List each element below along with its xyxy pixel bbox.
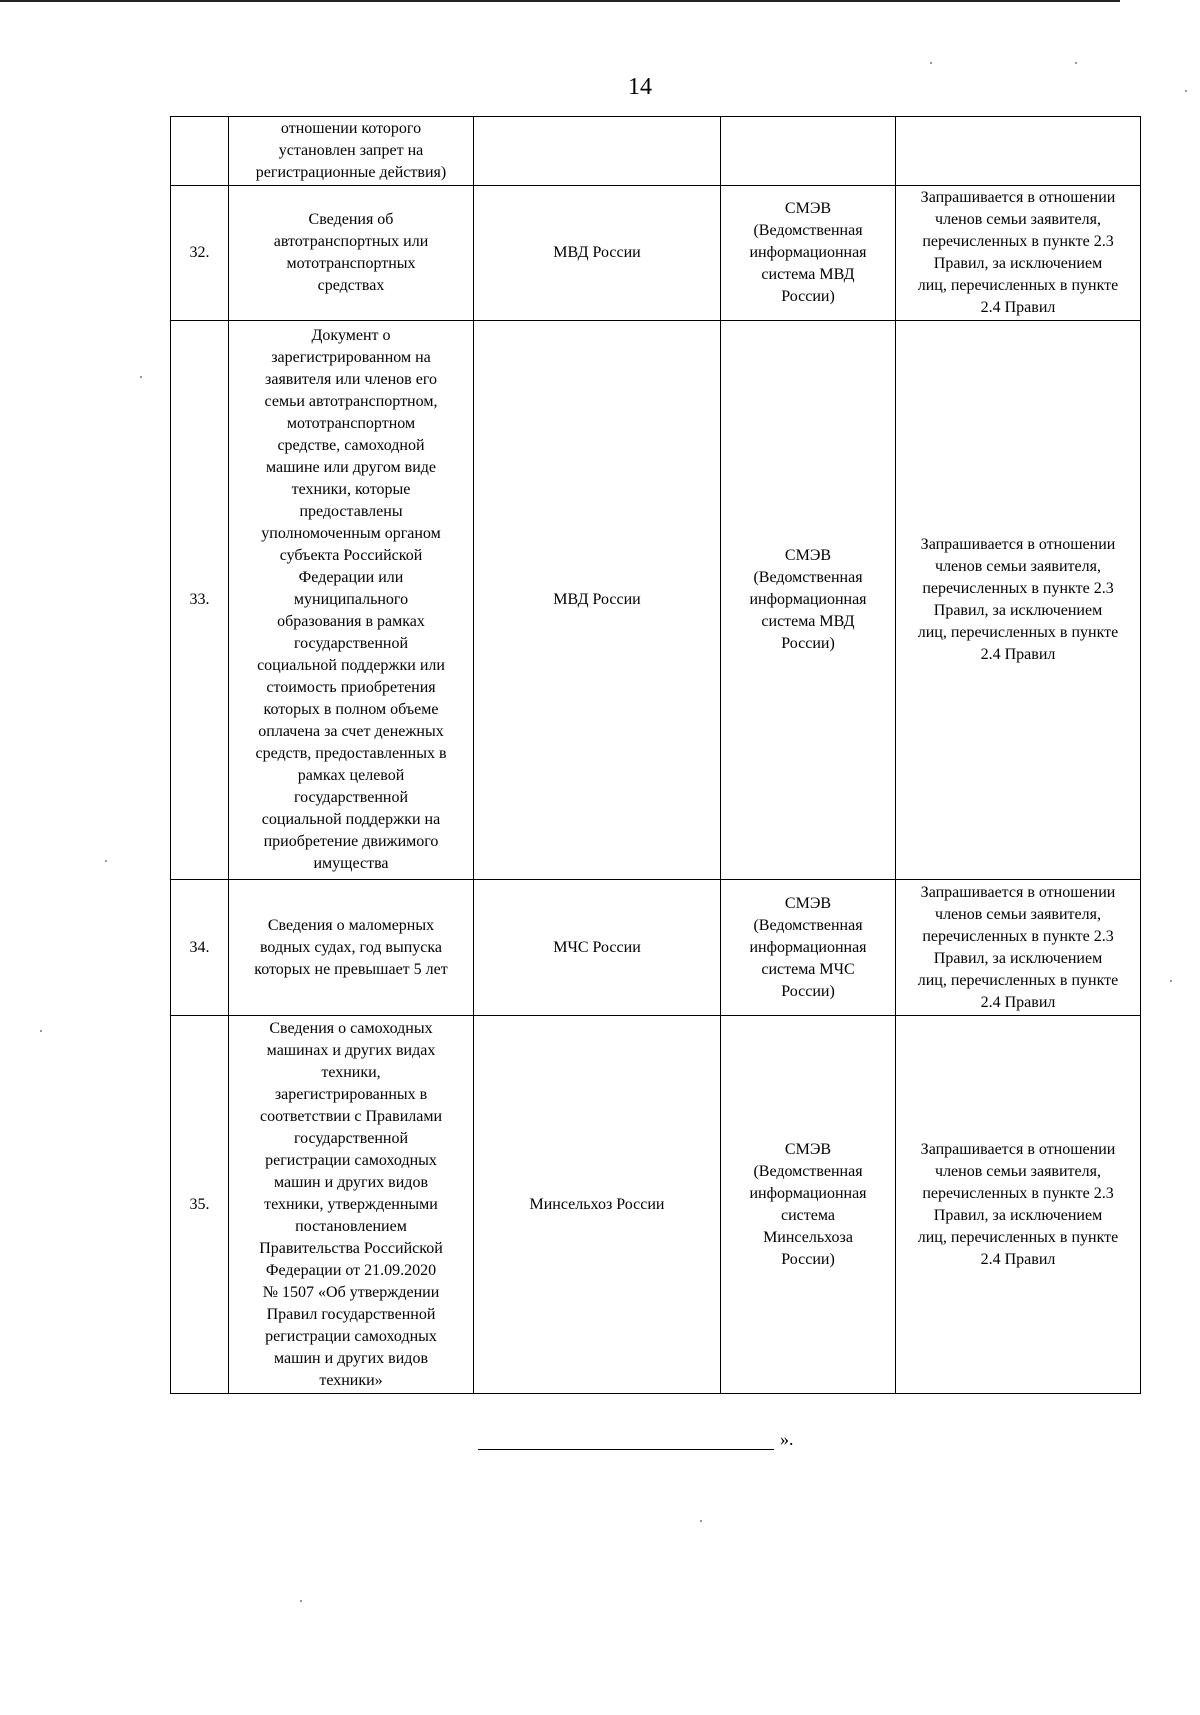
top-scan-border	[0, 0, 1120, 2]
table-row	[171, 186, 1141, 321]
document-name-cell: Документ о зарегистрированном на заявителя или членов его семьи автотранспортном, мототранспортном средстве, самоходной машине или другом виде техники, которые предоставлены уполномоченным органом субъекта Российской Федерации или муниципального образования в рамках государственной социальной поддержки или стоимость приобретения которых в полном объеме оплачена за счет денежных средств, предоставленных в рамках целевой государственной социальной поддержки на приобретение движимого имущества	[229, 321, 474, 880]
row-number-cell	[171, 117, 229, 186]
row-number-cell: 32.	[171, 186, 229, 321]
closing-line-block	[478, 1425, 798, 1455]
scan-speck	[300, 1600, 302, 1602]
system-cell: СМЭВ (Ведомственная информационная система МВД России)	[721, 321, 896, 880]
scan-speck	[700, 1520, 702, 1522]
scan-speck	[930, 62, 932, 64]
system-cell: СМЭВ (Ведомственная информационная система МВД России)	[721, 186, 896, 321]
table-row	[171, 880, 1141, 1016]
scan-speck	[1185, 90, 1187, 92]
note-cell: Запрашивается в отношении членов семьи заявителя, перечисленных в пункте 2.3 Правил, за исключением лиц, перечисленных в пункте 2.4 Правил	[896, 321, 1141, 880]
scan-speck	[105, 860, 107, 862]
page-number: 14	[628, 74, 652, 100]
document-name-cell: отношении которого установлен запрет на регистрационные действия)	[229, 117, 474, 186]
row-number-cell: 34.	[171, 880, 229, 1016]
row-number-cell: 35.	[171, 1016, 229, 1394]
table-row	[171, 1016, 1141, 1394]
note-cell: Запрашивается в отношении членов семьи заявителя, перечисленных в пункте 2.3 Правил, за исключением лиц, перечисленных в пункте 2.4 Правил	[896, 186, 1141, 321]
scan-speck	[40, 1030, 42, 1032]
note-cell: Запрашивается в отношении членов семьи заявителя, перечисленных в пункте 2.3 Правил, за исключением лиц, перечисленных в пункте 2.4 Правил	[896, 1016, 1141, 1394]
agency-cell	[474, 117, 721, 186]
agency-cell: МВД России	[474, 321, 721, 880]
system-cell: СМЭВ (Ведомственная информационная система МЧС России)	[721, 880, 896, 1016]
scan-speck	[1075, 62, 1077, 64]
agency-cell: МЧС России	[474, 880, 721, 1016]
system-cell: СМЭВ (Ведомственная информационная система Минсельхоза России)	[721, 1016, 896, 1394]
document-name-cell: Сведения о маломерных водных судах, год выпуска которых не превышает 5 лет	[229, 880, 474, 1016]
document-name-cell: Сведения об автотранспортных или мототранспортных средствах	[229, 186, 474, 321]
scan-speck	[140, 376, 142, 378]
note-cell: Запрашивается в отношении членов семьи заявителя, перечисленных в пункте 2.3 Правил, за исключением лиц, перечисленных в пункте 2.4 Правил	[896, 880, 1141, 1016]
document-table	[170, 116, 1141, 1394]
table-row	[171, 117, 1141, 186]
agency-cell: МВД России	[474, 186, 721, 321]
row-number-cell: 33.	[171, 321, 229, 880]
closing-underline	[478, 1449, 774, 1450]
note-cell	[896, 117, 1141, 186]
system-cell	[721, 117, 896, 186]
closing-quote-mark: ».	[780, 1429, 794, 1449]
agency-cell: Минсельхоз России	[474, 1016, 721, 1394]
scan-speck	[1170, 980, 1172, 982]
document-name-cell: Сведения о самоходных машинах и других видах техники, зарегистрированных в соответствии с Правилами государственной регистрации самоходных машин и других видов техники, утвержденными постановлением Правительства Российской Федерации от 21.09.2020 № 1507 «Об утверждении Правил государственной регистрации самоходных машин и других видов техники»	[229, 1016, 474, 1394]
table-row	[171, 321, 1141, 880]
